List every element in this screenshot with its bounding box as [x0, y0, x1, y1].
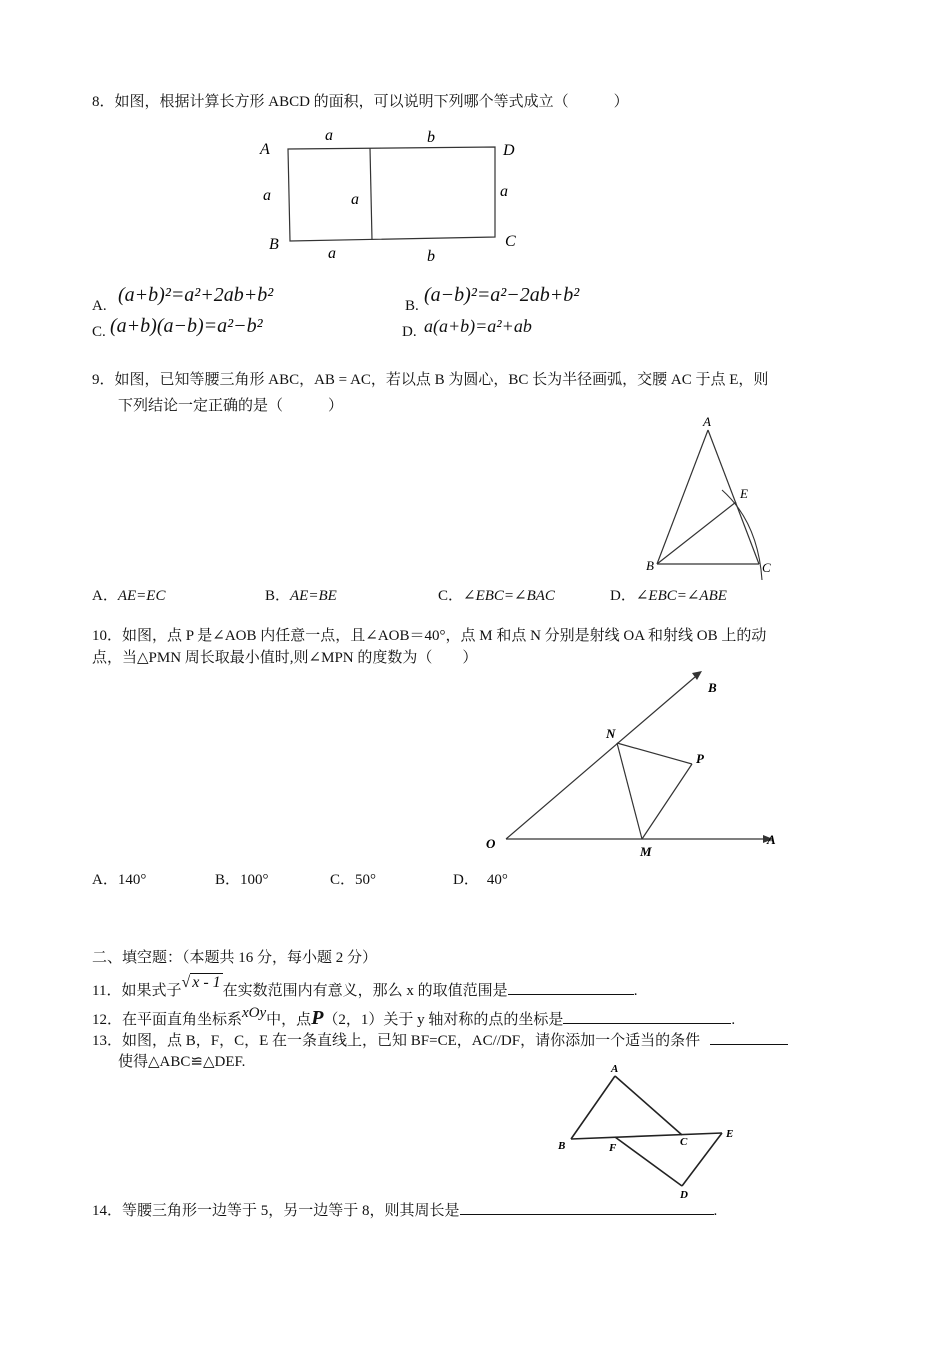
- q14-end: .: [713, 1203, 718, 1219]
- q9-line1: 9．如图，已知等腰三角形 ABC，AB = AC，若以点 B 为圆心，BC 长为半径画弧，交腰 AC 于点 E，则: [92, 372, 769, 388]
- label-F: F: [609, 1142, 617, 1154]
- q13-triangles-figure: [552, 1062, 752, 1202]
- q9-option-d: [610, 586, 727, 606]
- q9-option-c-letter: C．: [438, 588, 464, 604]
- label-A: A: [703, 414, 711, 429]
- q14-answer-blank[interactable]: [460, 1200, 714, 1215]
- q9-option-d-letter: D．: [610, 588, 636, 604]
- q10-option-c-text: 50°: [355, 872, 377, 888]
- label-left-a: a: [263, 187, 271, 204]
- label-D: D: [680, 1189, 688, 1201]
- q9-option-c: [438, 586, 555, 606]
- q8-stem: 8．如图，根据计算长方形 ABCD 的面积，可以说明下列哪个等式成立（ ）: [92, 94, 629, 110]
- q9-line2: 下列结论一定正确的是（ ）: [118, 398, 344, 414]
- label-top-a: a: [325, 127, 333, 144]
- q10-option-c: [330, 870, 376, 890]
- q13-answer-blank[interactable]: [710, 1030, 788, 1045]
- sqrt-icon: √: [181, 974, 191, 991]
- ray-ob: [506, 677, 695, 839]
- q8-option-c-formula: (a+b)(a−b)=a²−b²: [110, 315, 263, 337]
- q8-option-d-formula: a(a+b)=a²+ab: [424, 316, 532, 336]
- q8-option-c-letter: C.: [92, 324, 106, 340]
- q12-pre: 12．在平面直角坐标系: [92, 1012, 243, 1028]
- label-mid-a: a: [351, 191, 359, 208]
- q12-post: （2，1）关于 y 轴对称的点的坐标是: [323, 1012, 564, 1028]
- label-E: E: [740, 486, 748, 501]
- q12-answer-blank[interactable]: [563, 1009, 731, 1024]
- q10-option-b-letter: B．: [215, 872, 241, 888]
- segment-nm: [617, 743, 642, 839]
- label-C: C: [762, 560, 771, 575]
- rect-divider: [370, 148, 372, 240]
- label-top-b: b: [427, 129, 435, 146]
- q9-option-c-text: ∠EBC=∠BAC: [463, 588, 555, 604]
- arc-from-b: [722, 490, 762, 580]
- q10-line1: 10．如图，点 P 是∠AOB 内任意一点，且∠AOB＝40°，点 M 和点 N 分别是射线 OA 和射线 OB 上的动: [92, 628, 767, 644]
- label-O: O: [486, 836, 496, 851]
- q8-rectangle-figure: [255, 122, 535, 267]
- label-N: N: [606, 726, 616, 741]
- q10-option-a-text: 140°: [117, 872, 147, 888]
- label-B: B: [646, 558, 654, 573]
- label-right-a: a: [500, 183, 508, 200]
- label-C: C: [505, 233, 516, 250]
- label-B: B: [558, 1140, 566, 1152]
- q12-point: P: [311, 1007, 324, 1029]
- label-E: E: [726, 1128, 734, 1140]
- q8-option-d-letter: D.: [402, 324, 417, 340]
- q10-angle-figure: [480, 668, 790, 868]
- label-M: M: [640, 844, 652, 859]
- q8-option-b-formula: (a−b)²=a²−2ab+b²: [424, 284, 580, 306]
- label-A: A: [260, 141, 270, 158]
- q11-end: .: [633, 983, 638, 999]
- label-D: D: [503, 142, 515, 159]
- q8-option-a-formula: (a+b)²=a²+2ab+b²: [118, 284, 274, 306]
- q9-option-b: [265, 586, 337, 606]
- q11-radicand: x - 1: [192, 974, 221, 991]
- q12-mid: 中，点: [266, 1012, 312, 1028]
- label-bottom-a: a: [328, 245, 336, 262]
- label-P: P: [696, 751, 704, 766]
- q9-option-b-letter: B．: [265, 588, 291, 604]
- q9-option-a-text: AE=EC: [117, 588, 166, 604]
- q11-pre: 11．如果式子: [92, 983, 182, 999]
- segment-be: [571, 1133, 722, 1139]
- q10-option-d: [453, 870, 508, 890]
- q12: [92, 1005, 736, 1030]
- q11-post: 在实数范围内有意义，那么 x 的取值范围是: [222, 983, 508, 999]
- q12-end: .: [731, 1012, 736, 1028]
- q11: [92, 974, 638, 1001]
- q10-option-d-text: 40°: [486, 872, 508, 888]
- segment-ab: [571, 1076, 615, 1139]
- sqrt-expression: [181, 973, 222, 993]
- q14: [92, 1200, 717, 1221]
- label-C: C: [680, 1136, 688, 1148]
- segment-pm: [642, 764, 692, 839]
- label-A: A: [611, 1063, 619, 1075]
- label-bottom-b: b: [427, 248, 435, 265]
- q10-option-d-letter: D．: [453, 872, 479, 888]
- label-B: B: [269, 236, 279, 253]
- q9-triangle-figure: [640, 412, 780, 582]
- q8-option-b-letter: B.: [405, 298, 419, 314]
- q11-answer-blank[interactable]: [508, 980, 634, 995]
- q10-option-a-letter: A．: [92, 872, 118, 888]
- segment-fd: [615, 1137, 682, 1186]
- side-ac: [708, 430, 759, 564]
- q8-option-a-letter: A.: [92, 298, 107, 314]
- label-A: A: [767, 832, 776, 847]
- q14-text: 14．等腰三角形一边等于 5，另一边等于 8，则其周长是: [92, 1203, 460, 1219]
- q10-option-b-text: 100°: [240, 872, 269, 888]
- q10-line2: 点，当△PMN 周长取最小值时,则∠MPN 的度数为（ ）: [92, 650, 478, 666]
- q10-option-a: [92, 870, 146, 890]
- label-B: B: [708, 680, 717, 695]
- q10-option-c-letter: C．: [330, 872, 356, 888]
- q12-system: xOy: [242, 1005, 267, 1021]
- q9-option-a-letter: A．: [92, 588, 118, 604]
- q13-line1-text: 13．如图，点 B，F，C，E 在一条直线上，已知 BF=CE，AC//DF，请你添加一个适当的条件: [92, 1033, 701, 1049]
- segment-ac: [615, 1076, 682, 1135]
- q13-line2: 使得△ABC≌△DEF.: [118, 1054, 246, 1070]
- q10-option-b: [215, 870, 269, 890]
- section2-title: 二、填空题：（本题共 16 分，每小题 2 分）: [92, 950, 378, 966]
- segment-np: [617, 743, 692, 764]
- q13-line1: [92, 1030, 788, 1051]
- q9-option-d-text: ∠EBC=∠ABE: [635, 588, 727, 604]
- q9-option-a: [92, 586, 165, 606]
- q9-option-b-text: AE=BE: [290, 588, 337, 604]
- rect-abcd: [288, 147, 495, 241]
- segment-ed: [682, 1133, 722, 1186]
